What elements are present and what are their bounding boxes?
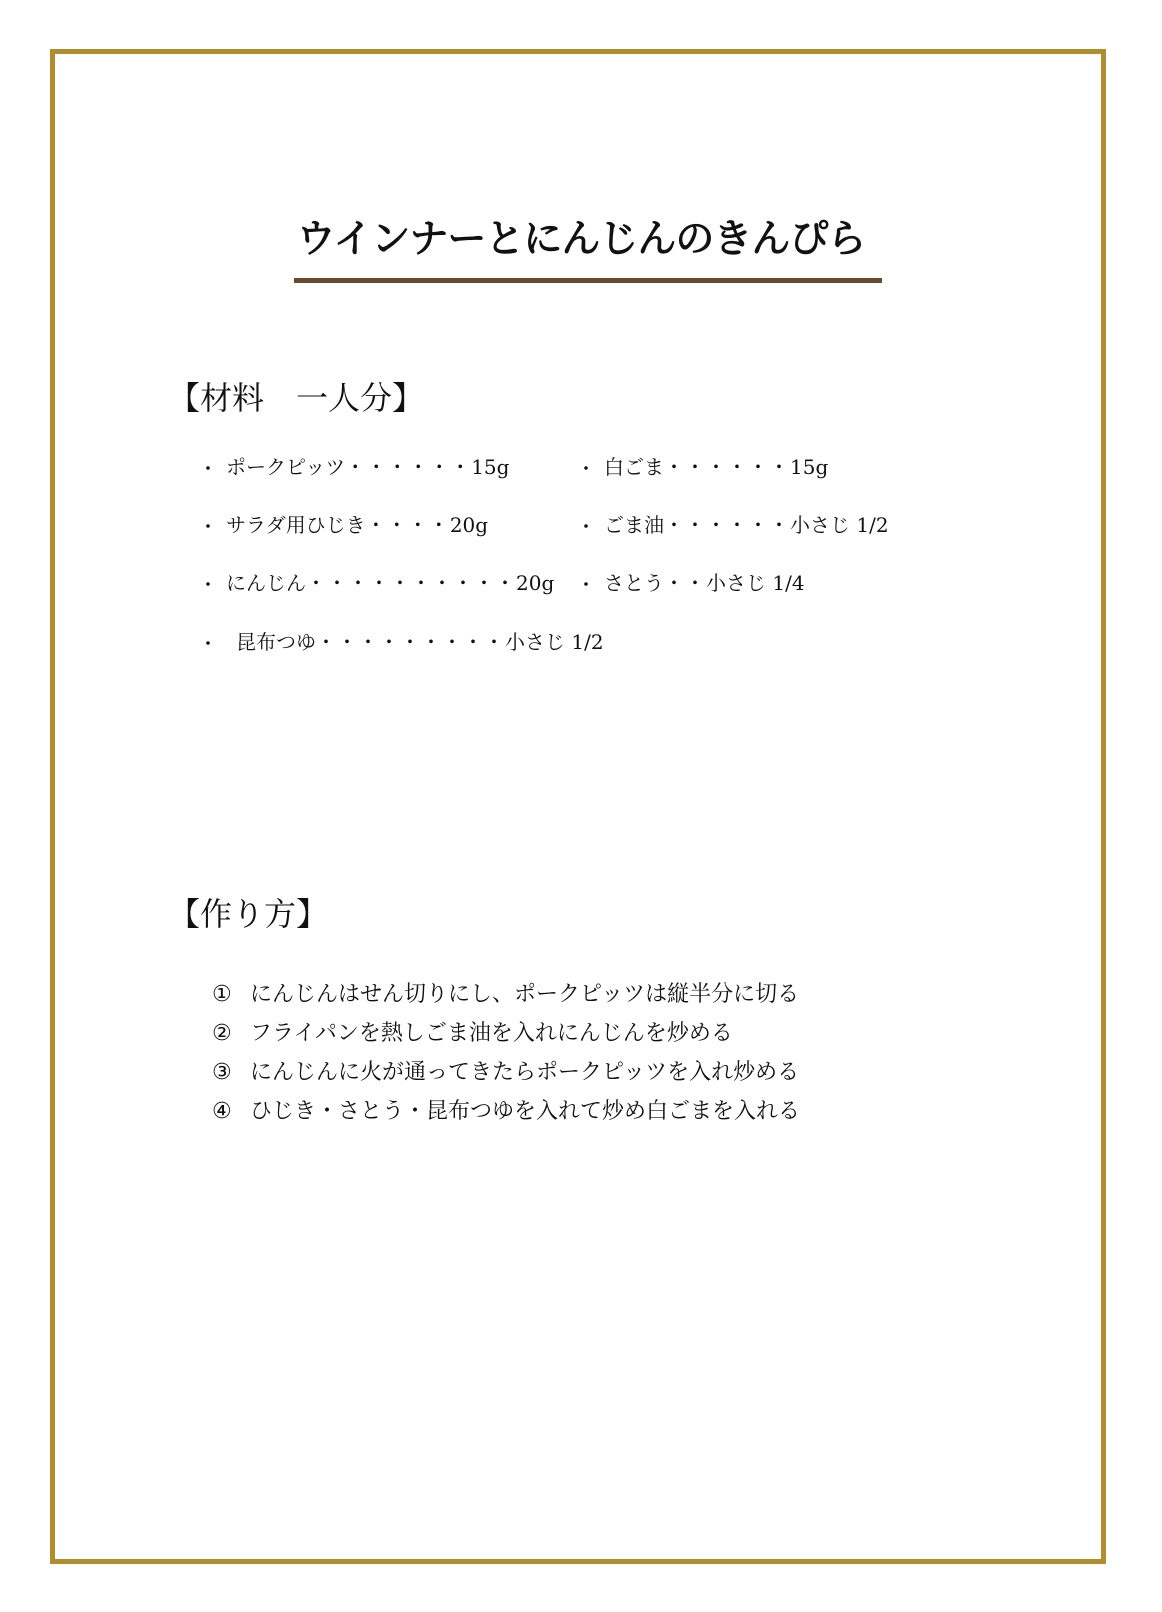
step-text: にんじんに火が通ってきたらポークピッツを入れ炒める xyxy=(250,1060,800,1085)
recipe-title: ウインナーとにんじんのきんぴら xyxy=(296,217,866,262)
bullet: ・ xyxy=(578,517,595,536)
bullet: ・ xyxy=(200,575,217,594)
leader-dots: ・・・・・・ xyxy=(664,513,790,537)
leader-dots: ・・・・ xyxy=(365,513,450,537)
ingredient-item xyxy=(578,452,828,484)
method-steps xyxy=(212,975,800,1131)
ingredient-item xyxy=(578,568,805,600)
bullet: ・ xyxy=(200,634,217,653)
method-heading: 【作り方】 xyxy=(168,895,329,933)
ingredient-amount: 15g xyxy=(471,455,510,479)
ingredient-amount: 15g xyxy=(790,455,829,479)
step-item xyxy=(212,1014,800,1053)
step-text: フライパンを熱しごま油を入れにんじんを炒める xyxy=(250,1021,733,1046)
ingredient-name: にんじん xyxy=(226,571,306,595)
step-text: にんじんはせん切りにし、ポークピッツは縦半分に切る xyxy=(250,982,800,1007)
bullet: ・ xyxy=(200,459,217,478)
ingredient-name: 昆布つゆ xyxy=(236,630,316,654)
leader-dots: ・・・・・・・・・・ xyxy=(306,571,516,595)
step-item xyxy=(212,975,800,1014)
leader-dots: ・・・・・・ xyxy=(345,455,472,479)
ingredients-heading: 【材料 一人分】 xyxy=(168,379,425,417)
ingredient-amount: 20g xyxy=(449,513,489,537)
bullet: ・ xyxy=(578,459,595,478)
bullet: ・ xyxy=(200,517,217,536)
ingredient-name: サラダ用ひじき xyxy=(226,513,366,537)
step-number: ① xyxy=(212,982,232,1007)
ingredient-item xyxy=(578,510,889,542)
ingredient-amount: 小さじ 1/2 xyxy=(790,513,889,537)
ingredient-name: さとう xyxy=(604,571,664,595)
step-number: ② xyxy=(212,1021,232,1046)
ingredient-amount: 20g xyxy=(516,571,555,595)
bullet: ・ xyxy=(578,575,595,594)
ingredient-amount: 小さじ 1/2 xyxy=(505,630,604,654)
ingredient-item xyxy=(200,568,554,600)
ingredient-amount: 小さじ 1/4 xyxy=(706,571,805,595)
ingredient-item xyxy=(200,510,488,542)
ingredient-name: ポークピッツ xyxy=(226,455,346,479)
ingredient-item xyxy=(200,627,604,659)
step-text: ひじき・さとう・昆布つゆを入れて炒め白ごまを入れる xyxy=(250,1099,801,1124)
ingredient-name: 白ごま xyxy=(604,455,664,479)
title-underline xyxy=(294,278,882,283)
leader-dots: ・・ xyxy=(664,571,706,595)
page-frame xyxy=(50,49,1106,1564)
leader-dots: ・・・・・・・・・ xyxy=(316,630,505,654)
step-number: ④ xyxy=(212,1099,232,1124)
ingredient-item xyxy=(200,452,509,484)
step-item xyxy=(212,1053,800,1092)
step-number: ③ xyxy=(212,1060,232,1085)
leader-dots: ・・・・・・ xyxy=(664,455,790,479)
ingredient-name: ごま油 xyxy=(604,513,664,537)
step-item xyxy=(212,1092,800,1131)
